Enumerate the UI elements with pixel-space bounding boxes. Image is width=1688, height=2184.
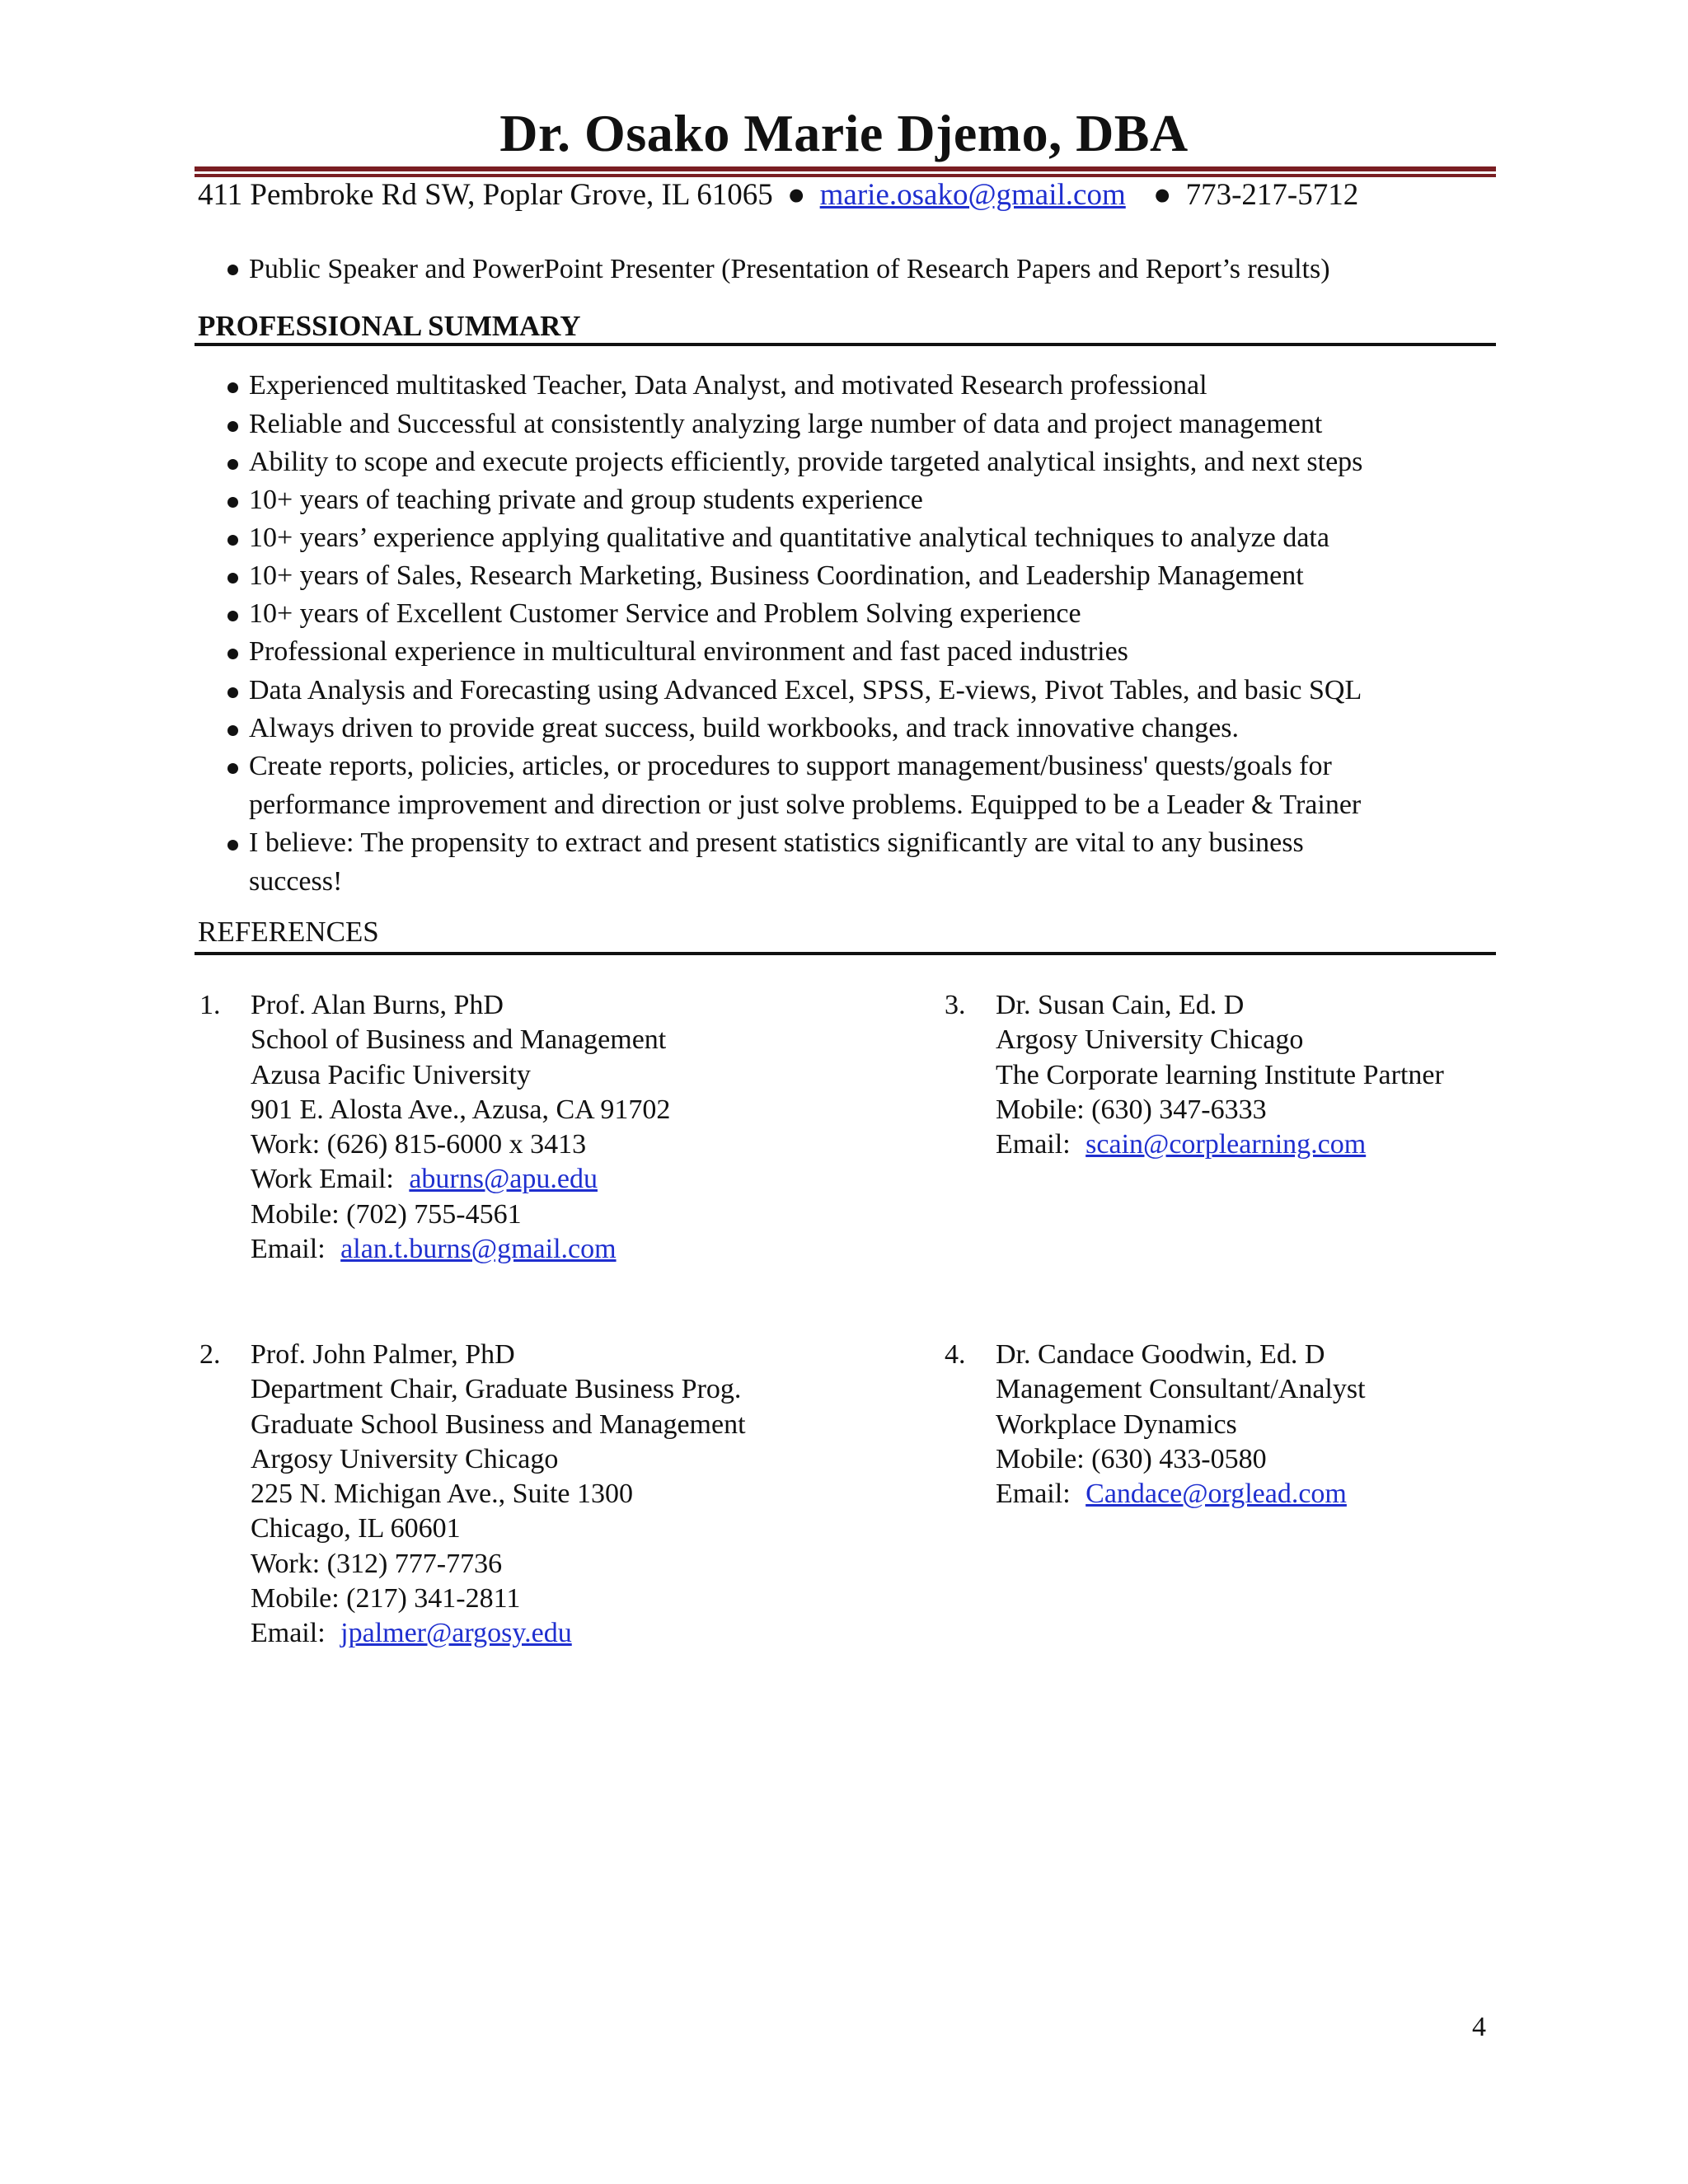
reference-email-link[interactable]: jpalmer@argosy.edu — [340, 1618, 572, 1649]
reference-line: Azusa Pacific University — [251, 1059, 531, 1090]
reference-line: Prof. Alan Burns, PhD — [251, 990, 504, 1020]
bullet-icon — [227, 687, 238, 698]
bullet-icon — [227, 573, 238, 583]
reference-email-link[interactable]: aburns@apu.edu — [409, 1164, 598, 1195]
reference-line: Work: (312) 777-7736 — [251, 1548, 503, 1579]
candidate-name: Dr. Osako Marie Djemo, DBA — [499, 104, 1189, 162]
reference-email-link[interactable]: alan.t.burns@gmail.com — [340, 1234, 617, 1265]
reference-email-line — [251, 1232, 670, 1267]
bullet-icon — [227, 265, 238, 275]
summary-bullet: 10+ years’ experience applying qualitative and quantitative analytical techniques to analyze data — [249, 523, 1329, 553]
summary-bullet: Create reports, policies, articles, or procedures to support management/business' quests/goals for — [249, 751, 1332, 781]
section-heading-summary: PROFESSIONAL SUMMARY — [198, 310, 581, 342]
reference-number: 2. — [199, 1339, 221, 1370]
reference-line: Mobile: (702) 755-4561 — [251, 1198, 522, 1230]
summary-bullet: Reliable and Successful at consistently analyzing large number of data and project management — [249, 409, 1323, 439]
summary-bullet: 10+ years of Excellent Customer Service and Problem Solving experience — [249, 598, 1081, 629]
reference-number: 3. — [945, 990, 966, 1020]
phone-number: 773-217-5712 — [1185, 178, 1359, 212]
section-heading-references: REFERENCES — [198, 916, 379, 948]
section-rule — [195, 952, 1496, 955]
intro-bullet: Public Speaker and PowerPoint Presenter (Presentation of Research Papers and Report’s results) — [249, 254, 1330, 284]
summary-bullet: Data Analysis and Forecasting using Advanced Excel, SPSS, E-views, Pivot Tables, and basic SQL — [249, 675, 1362, 705]
page-number: 4 — [1472, 2012, 1486, 2042]
reference-email-link[interactable]: Candace@orglead.com — [1085, 1479, 1347, 1510]
reference-line: 225 N. Michigan Ave., Suite 1300 — [251, 1479, 633, 1510]
reference-line: Work: (626) 815-6000 x 3413 — [251, 1129, 587, 1160]
email-label: Work Email: — [251, 1164, 394, 1195]
reference-line: The Corporate learning Institute Partner — [996, 1059, 1444, 1090]
bullet-icon — [227, 840, 238, 851]
email-link[interactable]: marie.osako@gmail.com — [819, 178, 1126, 212]
bullet-icon — [227, 725, 238, 736]
reference-line: Mobile: (630) 433-0580 — [996, 1443, 1267, 1474]
contact-line — [198, 175, 1358, 216]
section-rule — [195, 343, 1496, 346]
bullet-icon — [227, 382, 238, 393]
summary-bullet: 10+ years of teaching private and group students experience — [249, 485, 923, 515]
bullet-icon — [227, 421, 238, 432]
summary-bullet: Professional experience in multicultural environment and fast paced industries — [249, 636, 1128, 667]
reference-line: Dr. Susan Cain, Ed. D — [996, 990, 1245, 1020]
summary-bullet: Ability to scope and execute projects efficiently, provide targeted analytical insights, and next steps — [249, 447, 1363, 477]
reference-line: Argosy University Chicago — [251, 1443, 559, 1474]
summary-bullet: 10+ years of Sales, Research Marketing, Business Coordination, and Leadership Management — [249, 560, 1304, 591]
address: 411 Pembroke Rd SW, Poplar Grove, IL 61065 — [198, 178, 773, 212]
reference-number: 1. — [199, 990, 221, 1020]
reference-line: 901 E. Alosta Ave., Azusa, CA 91702 — [251, 1094, 671, 1125]
reference-email-line — [996, 1127, 1444, 1162]
reference-line: Dr. Candace Goodwin, Ed. D — [996, 1339, 1325, 1370]
bullet-icon — [227, 649, 238, 659]
summary-bullet-continued: performance improvement and direction or just solve problems. Equipped to be a Leader & Trainer — [249, 790, 1362, 820]
summary-bullet: Experienced multitasked Teacher, Data Analyst, and motivated Research professional — [249, 370, 1207, 401]
reference-email-line — [251, 1162, 670, 1197]
reference-line: Argosy University Chicago — [996, 1024, 1304, 1056]
separator-dot-icon: ● — [1153, 178, 1172, 212]
reference-line: Graduate School Business and Management — [251, 1408, 746, 1440]
bullet-icon — [227, 497, 238, 508]
bullet-icon — [227, 459, 238, 470]
email-label: Email: — [251, 1234, 326, 1265]
header-rule — [195, 166, 1496, 171]
email-label: Email: — [251, 1618, 326, 1649]
reference-line: Workplace Dynamics — [996, 1408, 1237, 1440]
summary-bullet-continued: success! — [249, 866, 343, 897]
reference-email-link[interactable]: scain@corplearning.com — [1085, 1129, 1367, 1160]
separator-dot-icon: ● — [787, 178, 806, 212]
email-label: Email: — [996, 1129, 1071, 1160]
reference-line: Chicago, IL 60601 — [251, 1513, 461, 1544]
summary-bullet: I believe: The propensity to extract and present statistics significantly are vital to any business — [249, 827, 1304, 858]
bullet-icon — [227, 763, 238, 774]
reference-line: Department Chair, Graduate Business Prog. — [251, 1374, 742, 1405]
reference-email-line — [251, 1616, 746, 1651]
reference-line: Mobile: (217) 341-2811 — [251, 1583, 521, 1615]
reference-line: Mobile: (630) 347-6333 — [996, 1094, 1267, 1125]
bullet-icon — [227, 535, 238, 546]
email-label: Email: — [996, 1479, 1071, 1510]
reference-email-line — [996, 1477, 1366, 1511]
summary-bullet: Always driven to provide great success, build workbooks, and track innovative changes. — [249, 713, 1240, 743]
reference-number: 4. — [945, 1339, 966, 1370]
reference-line: Prof. John Palmer, PhD — [251, 1339, 515, 1370]
reference-line: Management Consultant/Analyst — [996, 1374, 1366, 1405]
reference-line: School of Business and Management — [251, 1024, 667, 1056]
bullet-icon — [227, 611, 238, 621]
